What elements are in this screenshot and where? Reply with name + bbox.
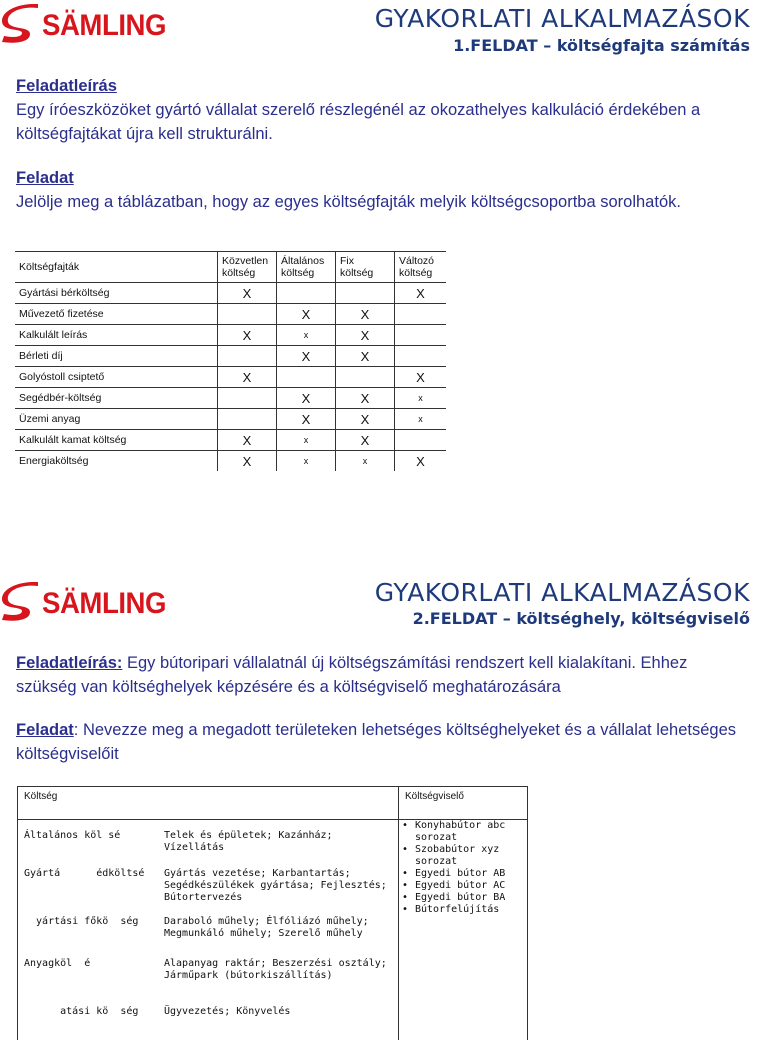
mark-cell: X <box>395 367 447 388</box>
cost-center-name: atási kö ség <box>18 1006 164 1040</box>
header-direct-cost: Közvetlen költség <box>218 252 277 283</box>
cost-carrier-list <box>399 820 527 916</box>
slide-title: GYAKORLATI ALKALMAZÁSOK <box>375 578 750 607</box>
task-description <box>16 74 752 146</box>
cost-center-row <box>18 954 398 1002</box>
mark-cell: X <box>395 283 447 304</box>
mark-cell: X <box>218 367 277 388</box>
cost-center-name: Gyártá édköltsé <box>18 868 164 912</box>
cost-carrier-item: • Egyedi bútor BA <box>415 892 527 904</box>
mark-cell: X <box>336 346 395 367</box>
cost-carrier-item: • Egyedi bútor AC <box>415 880 527 892</box>
mark-cell <box>218 346 277 367</box>
cost-center-cell <box>18 820 399 1040</box>
table-header-row <box>15 252 446 283</box>
cost-center-areas: Alapanyag raktár; Beszerzési osztály; Járműpark (bútorkiszállítás) <box>164 958 396 1002</box>
cost-carrier-item: • Bútorfelújítás <box>415 904 527 916</box>
mark-cell: X <box>395 451 447 472</box>
table-row <box>15 367 446 388</box>
header-cost-types: Költségfajták <box>15 252 218 283</box>
mark-cell <box>218 409 277 430</box>
table-row <box>15 388 446 409</box>
cost-type-name: Művezető fizetése <box>15 304 218 325</box>
mark-cell <box>395 325 447 346</box>
slide-title: GYAKORLATI ALKALMAZÁSOK <box>375 4 750 33</box>
mark-cell: x <box>336 451 395 472</box>
mark-cell: x <box>277 430 336 451</box>
table-row <box>15 451 446 472</box>
cost-center-name: Általános köl sé <box>18 830 164 864</box>
mark-cell: x <box>277 451 336 472</box>
samling-logo <box>0 4 177 48</box>
cost-center-areas: Daraboló műhely; Élfóliázó műhely; Megmunkáló műhely; Szerelő műhely <box>164 916 396 954</box>
cost-type-name: Bérleti díj <box>15 346 218 367</box>
cost-type-table <box>15 251 446 471</box>
slide-subtitle: 2.FELDAT – költséghely, költségviselő <box>413 609 750 628</box>
header-variable-cost: Változó költség <box>395 252 447 283</box>
header-cost-carrier: Költségviselő <box>399 787 528 820</box>
cost-center-row <box>18 820 398 864</box>
mark-cell <box>277 367 336 388</box>
table-row <box>15 283 446 304</box>
cost-type-name: Gyártási bérköltség <box>15 283 218 304</box>
task-description <box>16 651 752 699</box>
mark-cell: X <box>277 346 336 367</box>
samling-swoosh-icon <box>0 4 40 48</box>
task-label: Feladat <box>16 721 74 739</box>
description-text: Egy íróeszközöket gyártó vállalat szerelő részlegénél az okozathelyes kalkuláció érdekében a költségfajtákat újra kell strukturálni. <box>16 101 700 143</box>
cost-center-areas: Ügyvezetés; Könyvelés <box>164 1006 396 1040</box>
logo-wordmark: SÄMLING <box>42 9 166 43</box>
task-instruction <box>16 166 752 214</box>
table-row <box>15 325 446 346</box>
cost-center-areas: Gyártás vezetése; Karbantartás; Segédkészülékek gyártása; Fejlesztés; Bútortervezés <box>164 868 396 912</box>
cost-type-name: Kalkulált kamat költség <box>15 430 218 451</box>
mark-cell <box>395 304 447 325</box>
table-row <box>15 430 446 451</box>
slide-subtitle: 1.FELDAT – költségfajta számítás <box>453 36 750 55</box>
cost-center-row <box>18 912 398 954</box>
mark-cell: X <box>218 430 277 451</box>
mark-cell: x <box>395 388 447 409</box>
mark-cell: X <box>336 325 395 346</box>
cost-carrier-item: • Szobabútor xyz sorozat <box>415 844 527 868</box>
mark-cell: X <box>218 451 277 472</box>
cost-carrier-item: • Konyhabútor abc sorozat <box>415 820 527 844</box>
task-label: Feladat <box>16 169 74 187</box>
table-header-row <box>18 787 528 820</box>
header-overhead-cost: Általános költség <box>277 252 336 283</box>
header-fixed-cost: Fix költség <box>336 252 395 283</box>
task-text: Jelölje meg a táblázatban, hogy az egyes költségfajták melyik költségcsoportba sorolhatók. <box>16 193 681 211</box>
mark-cell: X <box>336 304 395 325</box>
mark-cell: X <box>277 304 336 325</box>
mark-cell: X <box>218 283 277 304</box>
mark-cell: X <box>277 388 336 409</box>
cost-center-table <box>17 786 528 1040</box>
mark-cell <box>336 367 395 388</box>
description-label: Feladatleírás: <box>16 654 122 672</box>
mark-cell: x <box>395 409 447 430</box>
slide-1 <box>0 0 768 512</box>
samling-swoosh-icon <box>0 582 40 626</box>
mark-cell: X <box>336 409 395 430</box>
mark-cell: x <box>277 325 336 346</box>
cost-type-name: Kalkulált leírás <box>15 325 218 346</box>
table-row <box>15 346 446 367</box>
table-row <box>15 304 446 325</box>
table-body-row <box>18 820 528 1040</box>
mark-cell: X <box>277 409 336 430</box>
cost-carrier-cell <box>399 820 528 1040</box>
description-text: Egy bútoripari vállalatnál új költségszámítási rendszert kell kialakítani. Ehhez szükség van költséghelyek képzésére és a költségviselő meghatározására <box>16 654 687 696</box>
cost-center-name: yártási főkö ség <box>18 916 164 954</box>
mark-cell: X <box>336 388 395 409</box>
cost-center-row <box>18 1002 398 1040</box>
description-label: Feladatleírás <box>16 77 117 95</box>
logo-wordmark: SÄMLING <box>42 587 166 621</box>
cost-center-name: Anyagköl é <box>18 958 164 1002</box>
cost-type-name: Golyóstoll csiptető <box>15 367 218 388</box>
slide-2 <box>0 572 768 1024</box>
task-text: : Nevezze meg a megadott területeken lehetséges költséghelyeket és a vállalat lehetséges költségviselőit <box>16 721 736 763</box>
cost-type-name: Segédbér-költség <box>15 388 218 409</box>
mark-cell <box>395 430 447 451</box>
mark-cell: X <box>336 430 395 451</box>
header-cost: Költség <box>18 787 399 820</box>
mark-cell <box>218 388 277 409</box>
mark-cell: X <box>218 325 277 346</box>
mark-cell <box>218 304 277 325</box>
cost-center-row <box>18 864 398 912</box>
table-row <box>15 409 446 430</box>
cost-type-name: Energiaköltség <box>15 451 218 472</box>
mark-cell <box>336 283 395 304</box>
mark-cell <box>395 346 447 367</box>
cost-type-name: Üzemi anyag <box>15 409 218 430</box>
task-instruction <box>16 718 752 766</box>
cost-center-areas: Telek és épületek; Kazánház; Vízellátás <box>164 830 396 864</box>
mark-cell <box>277 283 336 304</box>
cost-carrier-item: • Egyedi bútor AB <box>415 868 527 880</box>
samling-logo <box>0 582 177 626</box>
